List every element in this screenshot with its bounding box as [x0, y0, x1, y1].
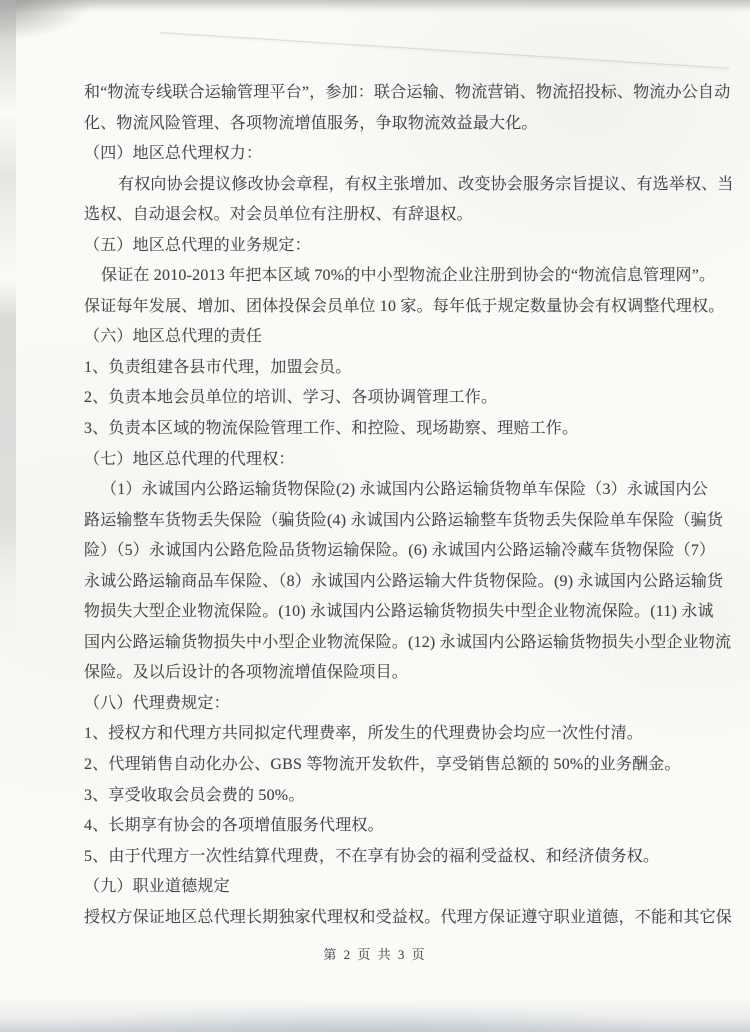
- document-line: 保证在 2010-2013 年把本区域 70%的中小型物流企业注册到协会的“物流信息管理网”。: [101, 267, 716, 285]
- document-line: 5、由于代理方一次性结算代理费，不在享有协会的福利受益权、和经济债务权。: [84, 847, 660, 865]
- document-line: （五）地区总代理的业务规定：: [84, 236, 311, 254]
- document-line: （1）永诚国内公路运输货物保险(2) 永诚国内公路运输货物单车保险（3）永诚国内公: [101, 481, 708, 499]
- document-line: 险）（5）永诚国内公路危险品货物运输保险。(6) 永诚国内公路运输冷藏车货物保险（7）: [84, 542, 716, 560]
- document-line: 国内公路运输货物损失中小型企业物流保险。(12) 永诚国内公路运输货物损失小型企业物流: [84, 633, 732, 651]
- document-line: 选权、自动退会权。对会员单位有注册权、有辞退权。: [84, 206, 473, 224]
- document-line: 化、物流风险管理、各项物流增值服务，争取物流效益最大化。: [84, 114, 538, 132]
- document-line: 2、负责本地会员单位的培训、学习、各项协调管理工作。: [84, 389, 498, 407]
- document-line: 1、负责组建各县市代理，加盟会员。: [84, 358, 352, 376]
- document-line: 3、享受收取会员会费的 50%。: [84, 786, 305, 804]
- scan-edge-bottom: [0, 996, 750, 1032]
- document-body: [84, 78, 734, 933]
- page-number: 第 2 页 共 3 页: [323, 947, 427, 962]
- scan-edge-left: [0, 0, 16, 1032]
- document-line: 3、负责本区域的物流保险管理工作、和控险、现场勘察、理赔工作。: [84, 420, 579, 438]
- document-line: 1、授权方和代理方共同拟定代理费率，所发生的代理费协会均应一次性付清。: [84, 725, 644, 743]
- document-line: 授权方保证地区总代理长期独家代理权和受益权。代理方保证遵守职业道德，不能和其它保: [84, 908, 733, 926]
- document-line: 永诚公路运输商品车保险、（8）永诚国内公路运输大件货物保险。(9) 永诚国内公路运输货: [84, 572, 724, 590]
- scan-edge-top: [0, 0, 750, 12]
- document-line: 有权向协会提议修改协会章程，有权主张增加、改变协会服务宗旨提议、有选举权、当: [118, 175, 734, 193]
- document-line: 4、长期享有协会的各项增值服务代理权。: [84, 817, 384, 835]
- document-line: （四）地区总代理权力：: [84, 145, 263, 163]
- document-line: （八）代理费规定：: [84, 694, 230, 712]
- document-line: 保证每年发展、增加、团体投保会员单位 10 家。每年低于规定数量协会有权调整代理权。: [84, 297, 725, 315]
- document-line: 物损失大型企业物流保险。(10) 永诚国内公路运输货物损失中型企业物流保险。(11) 永诚: [84, 603, 714, 621]
- document-line: 路运输整车货物丢失保险（骗货险(4) 永诚国内公路运输整车货物丢失保险单车保险（骗货: [84, 511, 724, 529]
- document-line: 保险。及以后设计的各项物流增值保险项目。: [84, 664, 409, 682]
- paper-crease: [160, 32, 729, 69]
- document-line: （九）职业道德规定: [84, 878, 230, 896]
- document-line: （六）地区总代理的责任: [84, 328, 263, 346]
- document-line: 2、代理销售自动化办公、GBS 等物流开发软件，享受销售总额的 50%的业务酬金。: [84, 756, 681, 774]
- document-line: 和“物流专线联合运输管理平台”，参加：联合运输、物流营销、物流招投标、物流办公自动: [84, 84, 731, 101]
- document-line: （七）地区总代理的代理权：: [84, 450, 295, 468]
